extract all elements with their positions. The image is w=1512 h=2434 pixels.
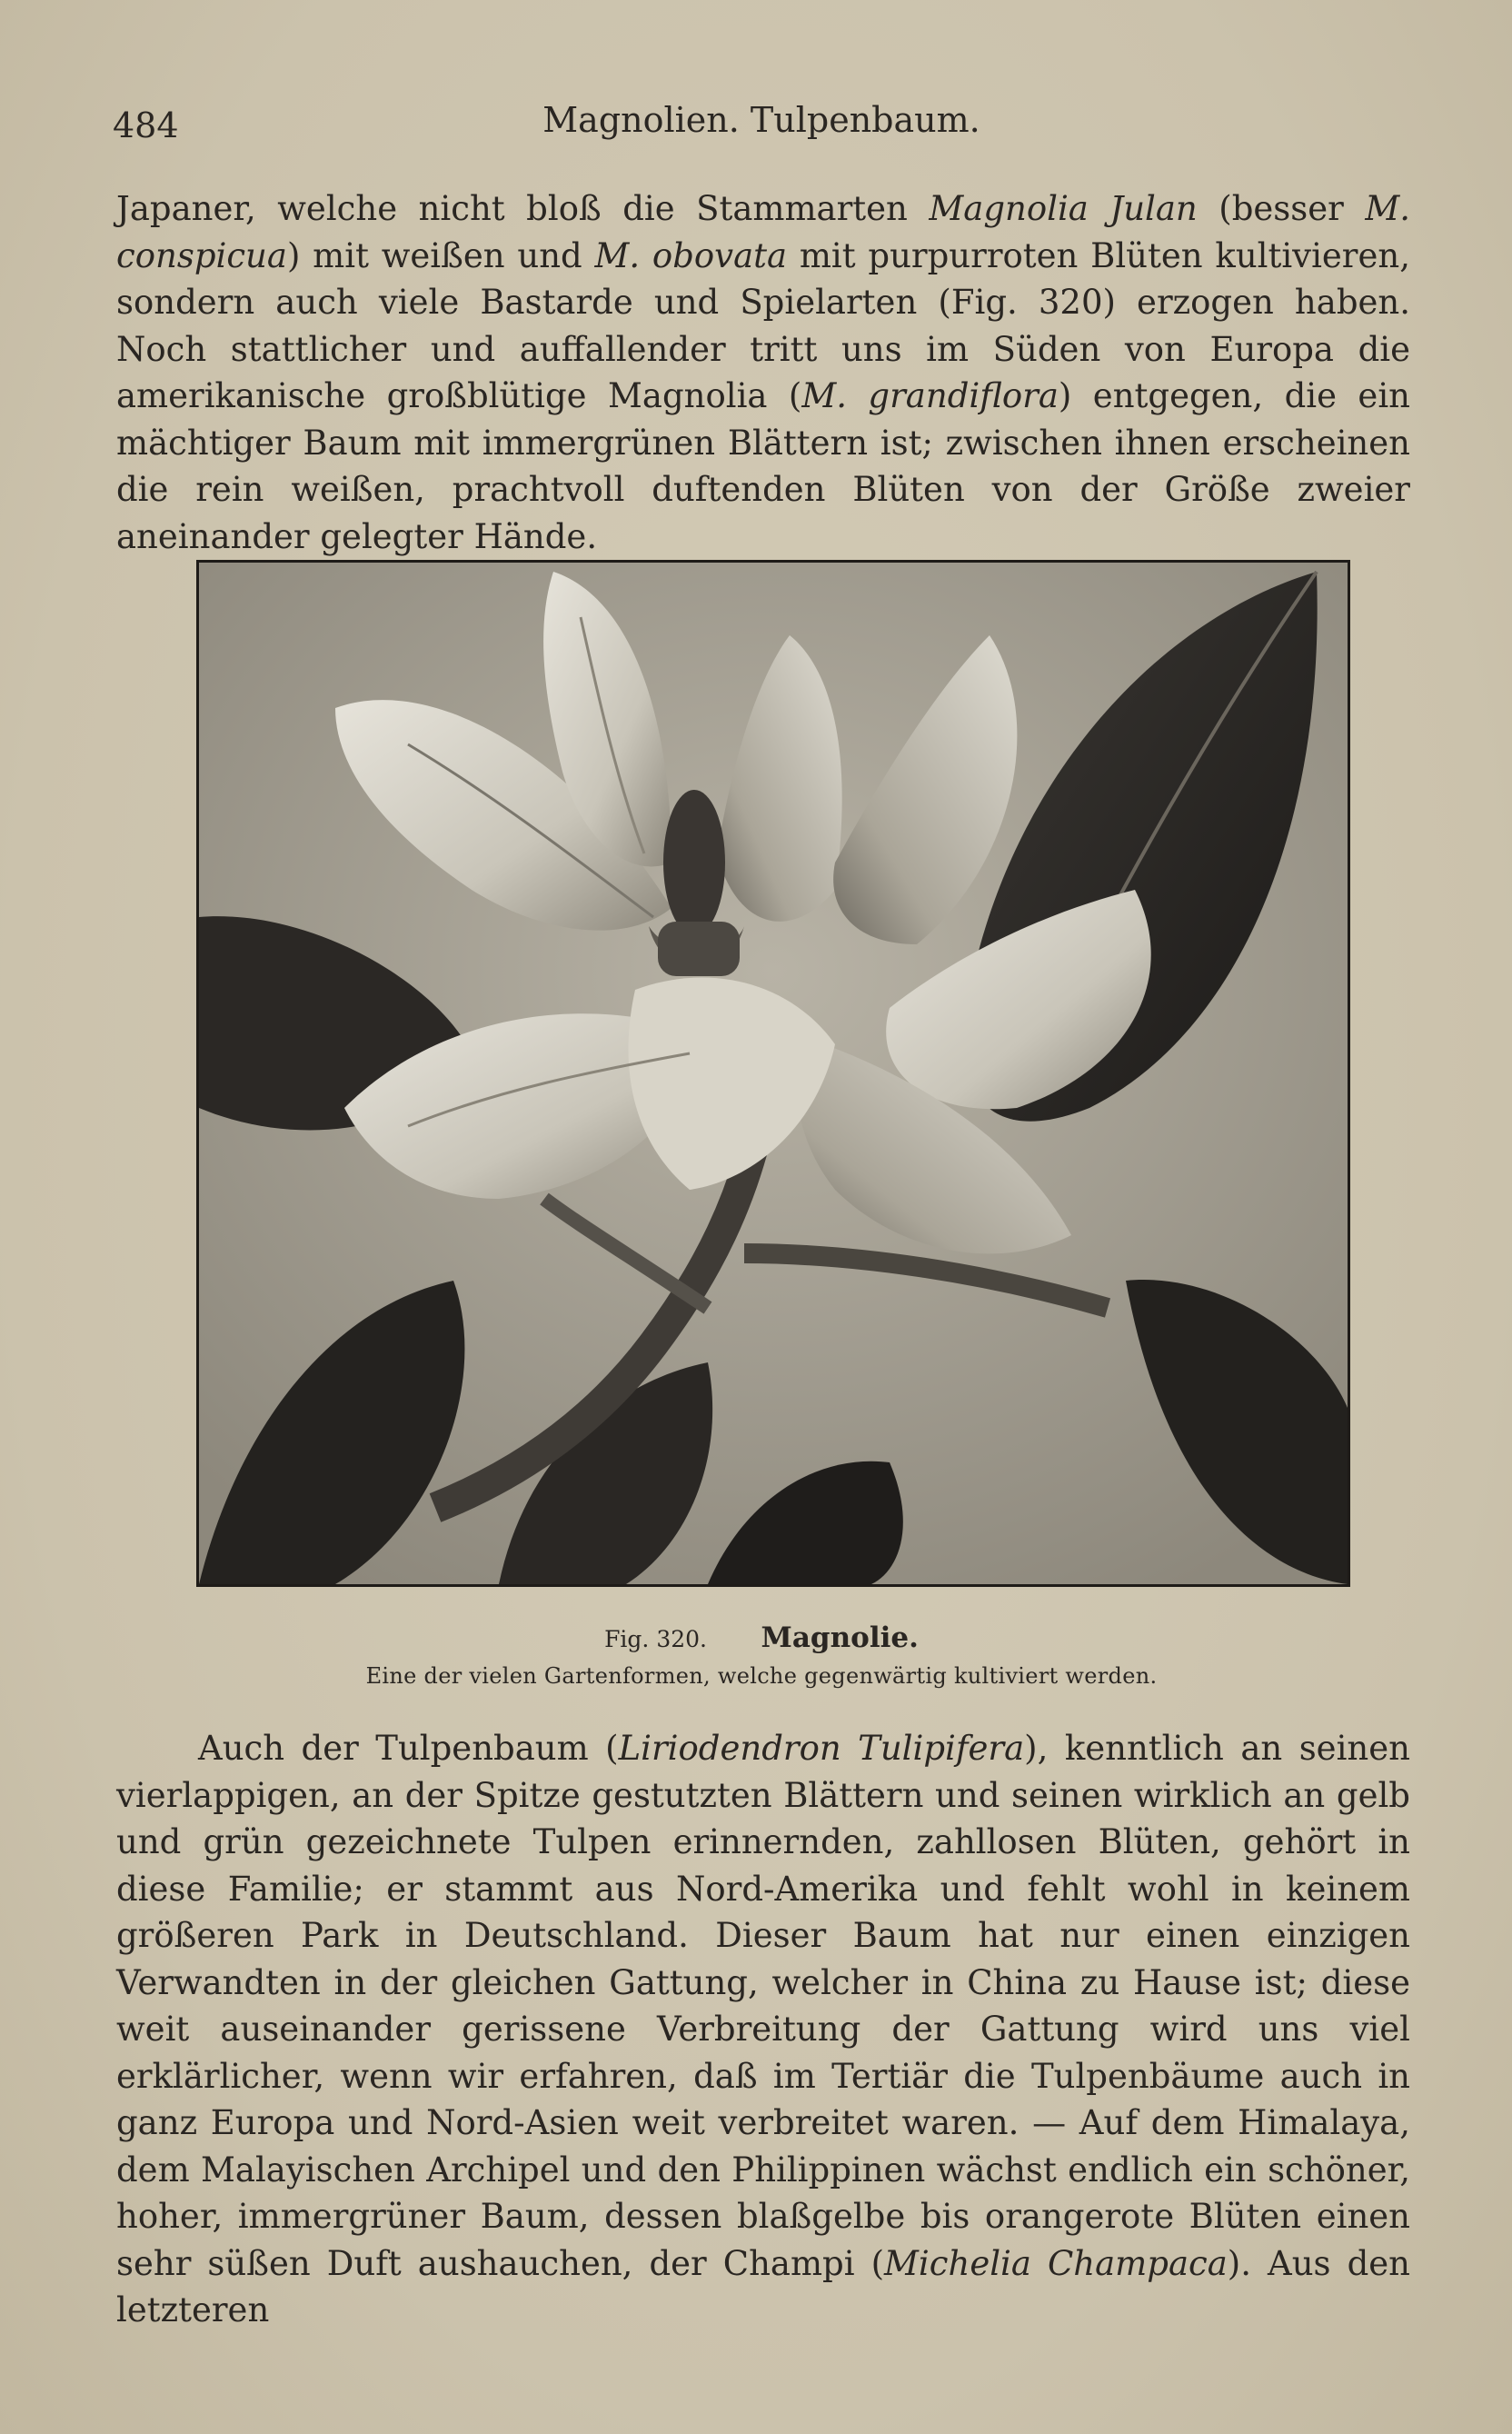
para2-species-1: Liriodendron Tulipifera — [618, 1729, 1025, 1768]
para1-text-5: ) entgegen, die ein mächtiger Baum mit immergrünen Blättern ist; zwischen ihnen erscheinen die rein weißen, prachtvoll duftenden Blüten von der Größe zweier aneinander gelegter Hände. — [116, 376, 1410, 556]
page-header — [113, 98, 1410, 153]
para1-species-2: M. conspicua — [116, 189, 1410, 275]
page-number: 484 — [113, 105, 179, 145]
paragraph-magnolia — [116, 185, 1410, 560]
paragraph-tulpenbaum — [116, 1725, 1410, 2334]
running-head: Magnolien. Tulpenbaum. — [542, 100, 980, 140]
para1-species-1: Magnolia Julan — [929, 189, 1198, 228]
para2-species-2: Michelia Champaca — [884, 2243, 1228, 2283]
figure-subcaption: Eine der vielen Gartenformen, welche gegenwärtig kultiviert werden. — [365, 1663, 1158, 1689]
para1-species-3: M. obovata — [594, 235, 788, 275]
figure-name: Magnolie. — [761, 1621, 919, 1654]
para1-text-1: Japaner, welche nicht bloß die Stammarten — [116, 189, 930, 228]
para1-text-4: mit purpurroten Blüten kultivieren, sondern auch viele Bastarde und Spielarten (Fig. 320) erzogen haben. Noch stattlicher und auffallender tritt uns im Süden von Europa die amerikanische großblütige Magnolia ( — [116, 235, 1410, 415]
para2-text-2: ), kenntlich an seinen vierlappigen, an der Spitze gestutzten Blättern und seinen wirklich an gelb und grün gezeichnete Tulpen erinnernden, zahllosen Blüten, gehört in diese Familie; er stammt aus Nord-Amerika und fehlt wohl in keinem größeren Park in Deutschland. Dieser Baum hat nur einen einzigen Verwandten in der gleichen Gattung, welcher in China zu Hause ist; diese weit auseinander gerissene Verbreitung der Gattung wird uns viel erklärlicher, wenn wir erfahren, daß im Tertiär die Tulpenbäume auch in ganz Europa und Nord-Asien weit verbreitet waren. — Auf dem Himalaya, dem Malayischen Archipel und den Philippinen wächst endlich ein schöner, hoher, immergrüner Baum, dessen blaßgelbe bis orangerote Blüten einen sehr süßen Duft aushauchen, der Champi ( — [116, 1729, 1410, 2283]
para2-text-3: ). Aus den letzteren — [116, 2243, 1410, 2329]
para1-text-3: ) mit weißen und — [286, 235, 595, 275]
para2-text-1: Auch der Tulpenbaum ( — [198, 1729, 619, 1768]
para1-text-2: (besser — [1197, 189, 1366, 228]
magnolia-flower-drawing — [199, 563, 1348, 1584]
figure-label: Fig. 320. — [604, 1626, 707, 1652]
para1-species-4: M. grandiflora — [801, 376, 1059, 415]
magnolia-illustration — [196, 560, 1350, 1587]
figure-caption — [113, 1621, 1410, 1654]
